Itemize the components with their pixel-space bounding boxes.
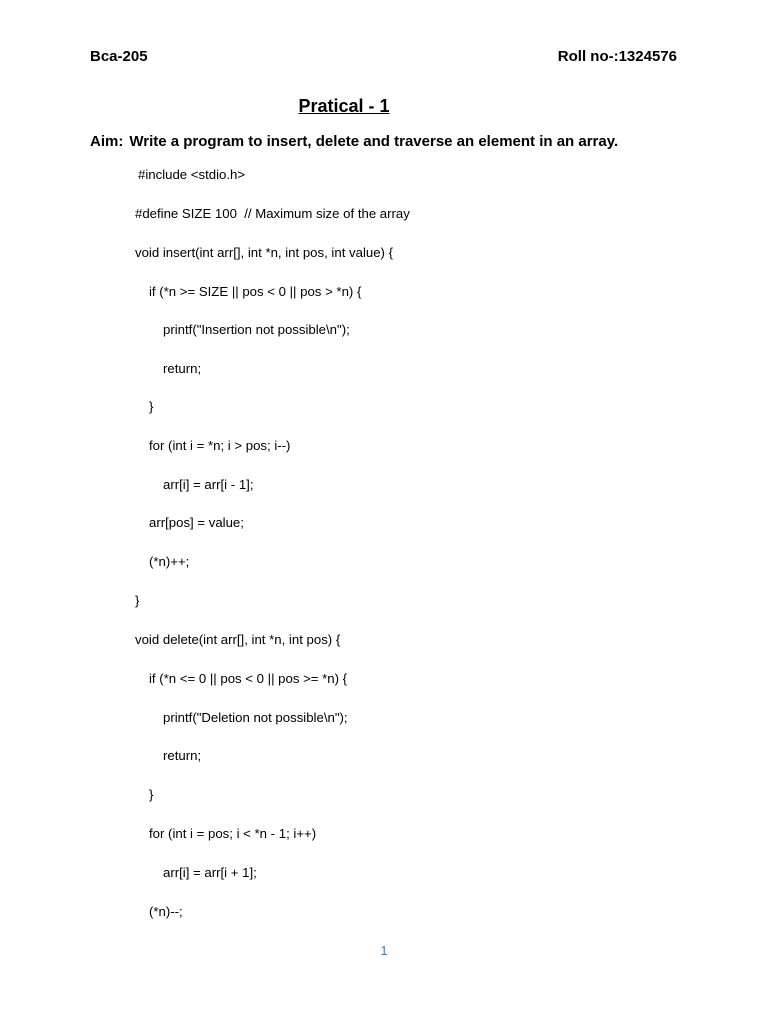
code-line: #define SIZE 100 // Maximum size of the array [135, 206, 410, 221]
code-line: arr[pos] = value; [149, 515, 244, 530]
code-line: printf("Insertion not possible\n"); [163, 322, 350, 337]
code-line: if (*n <= 0 || pos < 0 || pos >= *n) { [149, 671, 348, 686]
code-line: (*n)--; [149, 904, 183, 919]
course-code: Bca-205 [90, 48, 148, 65]
code-line: printf("Deletion not possible\n"); [163, 710, 348, 725]
code-line: if (*n >= SIZE || pos < 0 || pos > *n) { [149, 284, 362, 299]
code-line: } [135, 593, 140, 608]
code-line: for (int i = *n; i > pos; i--) [149, 438, 291, 453]
code-line: #include <stdio.h> [138, 167, 246, 182]
code-line: return; [163, 748, 202, 763]
code-line: arr[i] = arr[i - 1]; [163, 477, 254, 492]
page-number: 1 [380, 943, 388, 958]
aim-label: Aim: [90, 133, 124, 150]
code-line: void insert(int arr[], int *n, int pos, int value) { [135, 245, 394, 260]
code-line: arr[i] = arr[i + 1]; [163, 865, 257, 880]
code-line: } [149, 399, 154, 414]
code-line: } [149, 787, 154, 802]
code-line: void delete(int arr[], int *n, int pos) { [135, 632, 341, 647]
code-line: for (int i = pos; i < *n - 1; i++) [149, 826, 317, 841]
page-title: Pratical - 1 [298, 96, 390, 116]
code-line: (*n)++; [149, 554, 190, 569]
roll-number: Roll no-:1324576 [557, 48, 677, 65]
code-line: return; [163, 361, 202, 376]
aim-text: Write a program to insert, delete and traverse an element in an array. [129, 133, 619, 150]
